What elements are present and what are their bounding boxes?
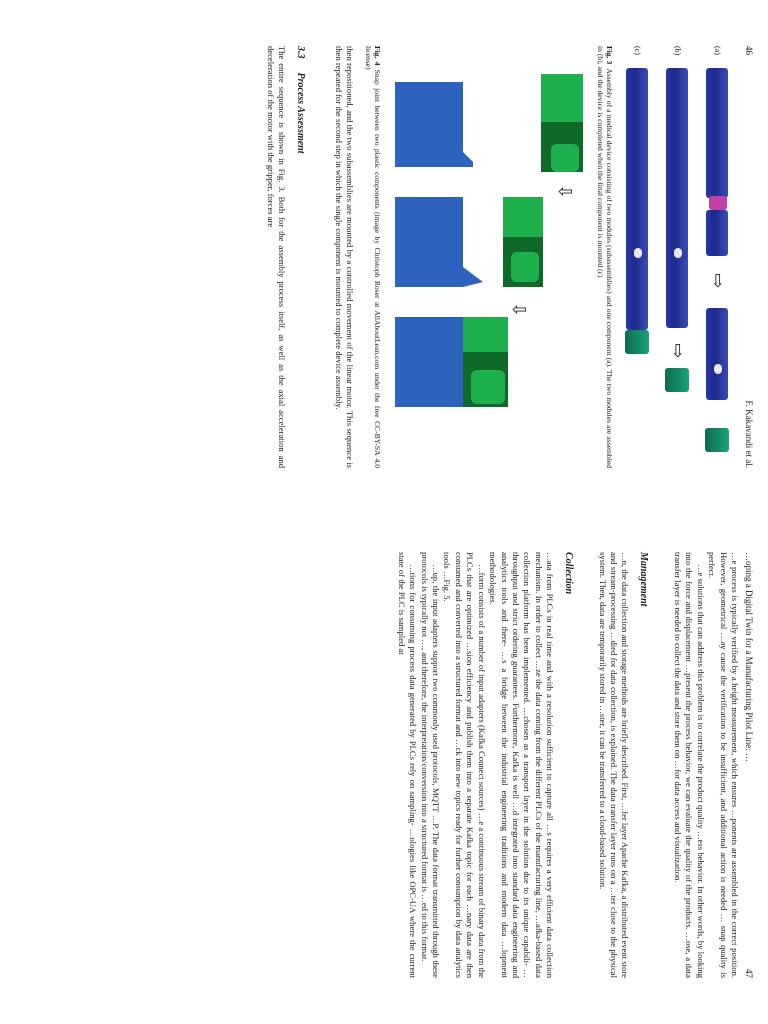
section-title: Process Assessment bbox=[295, 72, 307, 154]
figure-3-row-c bbox=[620, 46, 656, 468]
device-clip bbox=[714, 364, 722, 374]
figure-4-label: Fig. 4 bbox=[373, 46, 383, 66]
device-cap bbox=[625, 330, 649, 354]
figure-tag-a: (a) bbox=[713, 46, 723, 55]
device-b bbox=[660, 68, 696, 458]
arrow-down-icon: ⇩ bbox=[554, 184, 576, 200]
arrow-right-icon: ⇨ bbox=[668, 343, 688, 359]
figure-4-caption-text: Snap joint between two plastic components (image by Christoph Roser at AllAboutLean.com under the free CC-BY-SA 4.0 license) bbox=[363, 46, 383, 469]
device-barrel bbox=[706, 210, 728, 256]
running-title: …oping a Digital Twin for a Manufacturing Pilot Line: … bbox=[744, 552, 754, 762]
section-heading bbox=[295, 46, 306, 468]
page-number: 47 bbox=[744, 969, 754, 978]
body-paragraph: …tions for consuming process data generated by PLCs rely on sampling- …ologies like OPC-UA where the current state of the PLC is sampled at bbox=[396, 552, 419, 978]
green-tab bbox=[551, 144, 579, 172]
figure-3-caption bbox=[595, 46, 614, 468]
device-barrel bbox=[626, 68, 648, 330]
figure-3-label: Fig. 3 bbox=[605, 46, 614, 65]
device-clip bbox=[674, 248, 682, 258]
green-tab bbox=[471, 370, 505, 404]
body-paragraph: …e solutions that can address this problem is to correlate the product quality …ess behavior. In other words, by looking into the force and displacement …present the process behavior, we can evaluate the quality of the products. …ose, a data transfer layer is needed to collect the data and store them on …for data access and visualization. bbox=[672, 552, 706, 978]
body-paragraph: …n, the data collection and storage methods are briefly described. First, …fer layer Apache Kafka, a distributed event store and stream-processing …died for data collection, is explained. The data transfer layer runs on a …ter close to the physical system. Then, data are temporarily stored in …ster, it can be transferred to a cloud-based solution. bbox=[597, 552, 631, 978]
blue-hook bbox=[395, 267, 483, 287]
device-a bbox=[700, 68, 736, 458]
body-paragraph: The entire sequence is shown in Fig. 3. Both for the assembly process itself, as well as the axial acceleration and deceleration of the motor with the gripper, forces are bbox=[265, 46, 288, 468]
blue-base bbox=[395, 197, 463, 267]
figure-4-caption bbox=[363, 46, 382, 468]
body-paragraph: …form consists of a number of input adapters (Kafka Connect sources) …e a continuous stream of binary data from the PLCs that are optimized …sion efficiency and publish them into a separate Kafka topic for each …nary data are then consumed and converted into a structured format and …ck into new topics ready for further consumption by data analytics tools …Fig. 5. bbox=[442, 552, 487, 978]
arrow-down-icon: ⇩ bbox=[508, 302, 530, 318]
blue-base bbox=[395, 82, 463, 152]
figure-4-snap-joint bbox=[393, 72, 583, 412]
body-paragraph: …up, the input adapters support two commonly used protocols, MQTT …P. The data format transmitted through these protocols is typically not …, and therefore, the interpretation/conversion into a structured format is …ed to this format. bbox=[419, 552, 441, 978]
device-cap bbox=[665, 368, 689, 392]
device-joint bbox=[709, 196, 727, 210]
device-barrel bbox=[706, 308, 728, 400]
figure-3 bbox=[620, 46, 736, 468]
running-author: F. Kakavandi et al. bbox=[744, 400, 754, 468]
device-cap bbox=[705, 428, 729, 452]
device-barrel bbox=[666, 68, 688, 328]
device-c bbox=[620, 68, 656, 458]
figure-tag-b: (b) bbox=[673, 46, 683, 56]
subsection-heading: Collection bbox=[563, 552, 575, 595]
blue-hook bbox=[395, 152, 473, 167]
body-paragraph: …ata from PLCs in real time and with a resolution sufficient to capture all …s requires a very efficient data collection mechanism. In order to collect …ze the data coming from the different PLCs of the manufacturing line, …afka-based data collection platform has been implemented. …chosen as a transport layer in the solution due to its unique capabili- …throughput and strict ordering guarantees. Furthermore, Kafka is well …d integrated into standard data engineering and analytics tools and there- …s a bridge between the industrial engineering traditions and modern data …lopment methodologies. bbox=[488, 552, 556, 978]
device-barrel bbox=[706, 68, 728, 198]
figure-tag-c: (c) bbox=[633, 46, 643, 55]
device-clip bbox=[634, 248, 642, 258]
blue-base bbox=[395, 317, 463, 407]
figure-3-caption-text: Assembly of a medical device consisting of two modules (subassemblies) and one component (a). The two modules are assembled in (b), and the device is completed when the final component is mounted (c) bbox=[595, 46, 614, 469]
arrow-right-icon: ⇨ bbox=[708, 273, 728, 289]
section-heading: Management bbox=[638, 552, 650, 607]
body-paragraph: then repositioned, and the two subassemblies are mounted by a controlled movement of the linear motor. This sequence is then repeated for the second step in which the single component is mounted to complete device assembly. bbox=[333, 46, 356, 468]
page-number: 46 bbox=[744, 46, 754, 55]
figure-3-row-b bbox=[660, 46, 696, 468]
figure-3-row-a bbox=[700, 46, 736, 468]
page-header bbox=[740, 552, 754, 978]
page-header bbox=[740, 46, 754, 468]
section-number: 3.3 bbox=[295, 46, 307, 59]
page-47 bbox=[0, 512, 768, 1024]
green-tab bbox=[511, 252, 539, 282]
body-paragraph: …e process is typically verified by a height measurement, which ensures …ponents are assembled in the correct position. However, geometrical …ay cause the verification to be insufficient, and additional action is needed … snap quality is perfect. bbox=[707, 552, 740, 978]
